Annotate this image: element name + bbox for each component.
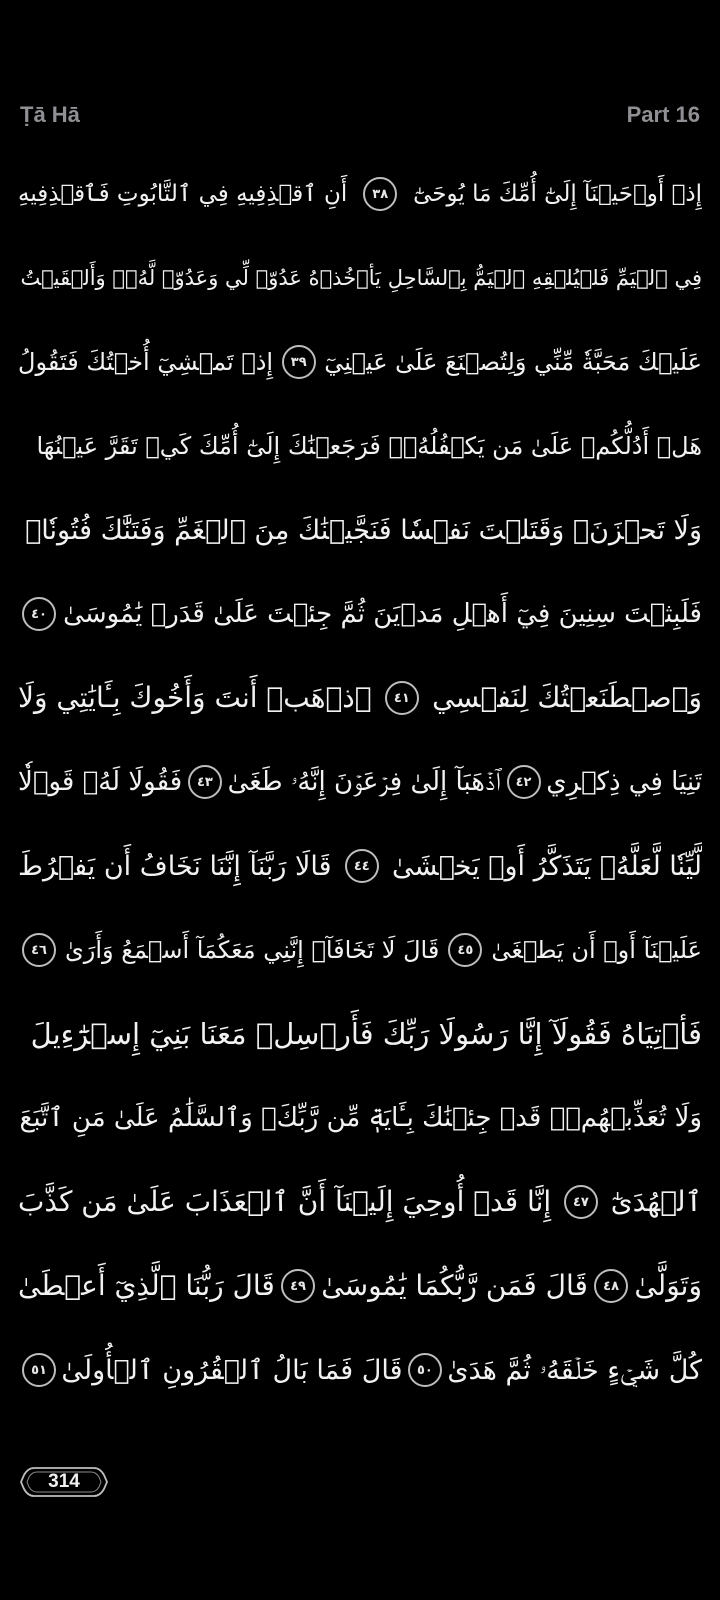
verse-text[interactable]: ٱذۡهَبۡ أَنتَ وَأَخُوكَ بِـَٔايَٰتِي وَلَا xyxy=(18,681,372,714)
verse-text[interactable]: قَالَا رَبَّنَآ إِنَّنَا نَخَافُ أَن يَفۡرُطَ xyxy=(18,850,332,882)
verse-text[interactable]: إِذۡ تَمۡشِيٓ أُخۡتُكَ فَتَقُولُ xyxy=(18,348,274,376)
verse-line[interactable] xyxy=(18,488,702,572)
ayah-number-marker[interactable]: ٤٦ xyxy=(22,933,56,967)
verse-text[interactable]: تَنِيَا فِي ذِكۡرِي xyxy=(546,767,702,797)
ayah-number-marker[interactable]: ٤٨ xyxy=(594,1269,628,1303)
verse-text[interactable]: فَأۡتِيَاهُ فَقُولَآ إِنَّا رَسُولَا رَبِّكَ فَأَرۡسِلۡ مَعَنَا بَنِيٓ إِسۡرَٰٓءِيلَ xyxy=(30,1016,702,1051)
page-number-badge xyxy=(20,1466,108,1498)
verse-line[interactable] xyxy=(18,908,702,992)
verse-line[interactable] xyxy=(18,572,702,656)
verse-text[interactable]: فَلَبِثۡتَ سِنِينَ فِيٓ أَهۡلِ مَدۡيَنَ ثُمَّ جِئۡتَ عَلَىٰ قَدَرٖ يَٰمُوسَىٰ xyxy=(63,599,702,629)
verse-line[interactable] xyxy=(18,404,702,488)
ayah-number-marker[interactable]: ٤٥ xyxy=(448,933,482,967)
verse-line[interactable] xyxy=(18,1244,702,1328)
verse-line[interactable] xyxy=(18,1076,702,1160)
verse-line[interactable] xyxy=(18,740,702,824)
verse-line[interactable] xyxy=(18,152,702,236)
verse-text[interactable]: لَّيِّنٗا لَّعَلَّهُۥ يَتَذَكَّرُ أَوۡ يَخۡشَىٰ xyxy=(391,850,702,882)
verse-text[interactable]: أَنِ ٱقۡذِفِيهِ فِي ٱلتَّابُوتِ فَٱقۡذِفِيهِ xyxy=(18,180,348,207)
verse-text[interactable]: وَلَا تُعَذِّبۡهُمۡۖ قَدۡ جِئۡنَٰكَ بِـَٔايَةٖ مِّن رَّبِّكَۖ وَٱلسَّلَٰمُ عَلَىٰ مَنِ ٱتَّبَعَ xyxy=(19,1103,702,1133)
verse-line[interactable] xyxy=(18,1328,702,1412)
verse-text[interactable]: فِي ٱلۡيَمِّ فَلۡيُلۡقِهِ ٱلۡيَمُّ بِٱلسَّاحِلِ يَأۡخُذۡهُ عَدُوّٞ لِّي وَعَدُوّٞ لَّهُۥۚ وَأَلۡقَيۡتُ xyxy=(20,265,702,290)
verse-text[interactable]: قَالَ رَبُّنَا ٱلَّذِيٓ أَعۡطَىٰ xyxy=(18,1269,275,1302)
verse-text[interactable]: إِنَّا قَدۡ أُوحِيَ إِلَيۡنَآ أَنَّ ٱلۡعَذَابَ عَلَىٰ مَن كَذَّبَ xyxy=(18,1185,552,1218)
verse-text[interactable]: قَالَ فَمَن رَّبُّكُمَا يَٰمُوسَىٰ xyxy=(321,1269,588,1302)
quran-page-text[interactable] xyxy=(18,152,702,1412)
verse-line[interactable] xyxy=(18,1160,702,1244)
verse-text[interactable]: ٱلۡهُدَىٰٓ xyxy=(610,1185,702,1218)
verse-text[interactable]: قَالَ فَمَا بَالُ ٱلۡقُرُونِ ٱلۡأُولَىٰ xyxy=(61,1354,403,1386)
verse-text[interactable]: هَلۡ أَدُلُّكُمۡ عَلَىٰ مَن يَكۡفُلُهُۥۖ فَرَجَعۡنَٰكَ إِلَىٰٓ أُمِّكَ كَيۡ تَقَرَّ عَيۡنُهَا xyxy=(36,432,702,460)
ayah-number-marker[interactable]: ٣٨ xyxy=(363,177,397,211)
ayah-number-marker[interactable]: ٤٩ xyxy=(281,1269,315,1303)
verse-line[interactable] xyxy=(18,992,702,1076)
verse-text[interactable]: وَلَا تَحۡزَنَۚ وَقَتَلۡتَ نَفۡسٗا فَنَجَّيۡنَٰكَ مِنَ ٱلۡغَمِّ وَفَتَنَّٰكَ فُتُونٗاۚ xyxy=(25,514,702,546)
verse-text[interactable]: وَتَوَلَّىٰ xyxy=(634,1269,702,1302)
ayah-number-marker[interactable]: ٤٣ xyxy=(188,765,222,799)
page-number: 314 xyxy=(48,1471,80,1492)
verse-text[interactable]: ٱذۡهَبَآ إِلَىٰ فِرۡعَوۡنَ إِنَّهُۥ طَغَىٰ xyxy=(227,767,501,797)
ayah-number-marker[interactable]: ٤١ xyxy=(385,681,419,715)
verse-text[interactable]: فَقُولَا لَهُۥ قَوۡلٗا xyxy=(18,767,183,797)
verse-text[interactable]: عَلَيۡنَآ أَوۡ أَن يَطۡغَىٰ xyxy=(491,936,702,964)
ayah-number-marker[interactable]: ٣٩ xyxy=(282,345,316,379)
page-header xyxy=(20,98,700,132)
verse-line[interactable] xyxy=(18,824,702,908)
verse-text[interactable]: قَالَ لَا تَخَافَآۖ إِنَّنِي مَعَكُمَآ أَسۡمَعُ وَأَرَىٰ xyxy=(65,936,440,964)
surah-name: Ṭā Hā xyxy=(20,102,80,127)
ayah-number-marker[interactable]: ٤٠ xyxy=(22,597,56,631)
verse-line[interactable] xyxy=(18,236,702,320)
ayah-number-marker[interactable]: ٥١ xyxy=(22,1353,56,1387)
verse-text[interactable]: عَلَيۡكَ مَحَبَّةٗ مِّنِّي وَلِتُصۡنَعَ عَلَىٰ عَيۡنِيٓ xyxy=(324,348,702,376)
ayah-number-marker[interactable]: ٤٢ xyxy=(507,765,541,799)
ayah-number-marker[interactable]: ٤٤ xyxy=(345,849,379,883)
verse-line[interactable] xyxy=(18,320,702,404)
juz-part-label: Part 16 xyxy=(626,102,700,127)
verse-line[interactable] xyxy=(18,656,702,740)
ayah-number-marker[interactable]: ٥٠ xyxy=(408,1353,442,1387)
verse-text[interactable]: كُلَّ شَيۡءٍ خَلۡقَهُۥ ثُمَّ هَدَىٰ xyxy=(447,1354,702,1386)
verse-text[interactable]: وَٱصۡطَنَعۡتُكَ لِنَفۡسِي xyxy=(432,681,702,714)
ayah-number-marker[interactable]: ٤٧ xyxy=(564,1185,598,1219)
verse-text[interactable]: إِذۡ أَوۡحَيۡنَآ إِلَىٰٓ أُمِّكَ مَا يُوحَىٰٓ xyxy=(413,180,702,207)
